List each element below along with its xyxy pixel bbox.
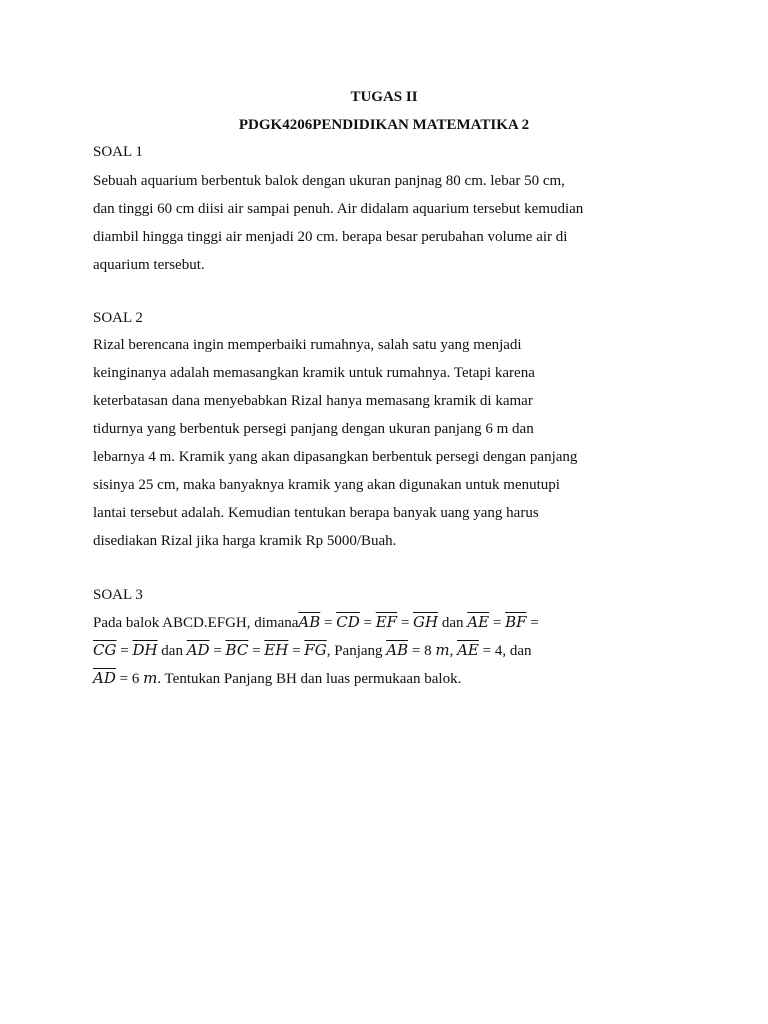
soal2-heading: SOAL 2 [93, 310, 143, 326]
soal2-line: disediakan Rizal jika harga kramik Rp 5000/Buah. [93, 533, 397, 549]
soal3-line-3 [93, 664, 613, 692]
segment-bf: $\overline{BF}$ [505, 613, 527, 631]
soal2-line: Rizal berencana ingin memperbaiki rumahnya, salah satu yang menjadi [93, 337, 522, 353]
equals-sign: = [489, 615, 506, 631]
soal3-line-1 [93, 608, 613, 636]
segment-ae: $\overline{AE}$ [467, 613, 490, 631]
unit-m: m [143, 669, 158, 687]
soal3-prefix: Pada balok ABCD.EFGH, dimana [93, 615, 299, 631]
equals-sign: = [248, 643, 265, 659]
document-title: TUGAS II [350, 89, 418, 105]
soal2-line: lebarnya 4 m. Kramik yang akan dipasangkan berbentuk persegi dengan panjang [93, 449, 578, 465]
equals-sign: = [320, 615, 337, 631]
segment-dh: $\overline{DH}$ [132, 641, 158, 659]
panjang-label: , Panjang [326, 643, 387, 659]
soal2-line: keterbatasan dana menyebabkan Rizal hanya memasang kramik di kamar [93, 393, 533, 409]
soal3-suffix: . Tentukan Panjang BH dan luas permukaan balok. [157, 671, 462, 687]
soal2-text [93, 331, 613, 555]
document-subtitle: PDGK4206PENDIDIKAN MATEMATIKA 2 [238, 117, 530, 133]
equals-sign: = [526, 615, 539, 631]
segment-eh: $\overline{EH}$ [264, 641, 289, 659]
soal2-line: tidurnya yang berbentuk persegi panjang dengan ukuran panjang 6 m dan [93, 421, 534, 437]
segment-fg: $\overline{FG}$ [304, 641, 327, 659]
equals-sign: = [116, 643, 133, 659]
segment-cg: $\overline{CG}$ [93, 641, 117, 659]
soal2-line: lantai tersebut adalah. Kemudian tentukan berapa banyak uang yang harus [93, 505, 539, 521]
soal1-line: dan tinggi 60 cm diisi air sampai penuh. Air didalam aquarium tersebut kemudian [93, 201, 584, 217]
segment-bc: $\overline{BC}$ [225, 641, 249, 659]
soal1-line: Sebuah aquarium berbentuk balok dengan ukuran panjnag 80 cm. lebar 50 cm, [93, 173, 565, 189]
equals-sign: = [288, 643, 305, 659]
soal1-line: aquarium tersebut. [93, 257, 205, 273]
segment-ae: $\overline{AE}$ [457, 641, 479, 659]
equals-sign: = [397, 615, 414, 631]
soal1-heading: SOAL 1 [93, 144, 143, 160]
segment-ab: $\overline{AB}$ [298, 613, 321, 631]
soal3-heading: SOAL 3 [93, 587, 143, 603]
segment-cd: $\overline{CD}$ [336, 613, 360, 631]
soal1-text [93, 167, 613, 279]
soal1-line: diambil hingga tinggi air menjadi 20 cm. berapa besar perubahan volume air di [93, 229, 568, 245]
segment-ef: $\overline{EF}$ [375, 613, 398, 631]
segment-ab: $\overline{AB}$ [386, 641, 409, 659]
segment-ad: $\overline{AD}$ [93, 669, 116, 687]
conjunction: dan [157, 643, 187, 659]
comma: , [449, 643, 458, 659]
equals-sign: = [209, 643, 226, 659]
soal3-text [93, 608, 613, 692]
soal2-line: keinginanya adalah memasangkan kramik untuk rumahnya. Tetapi karena [93, 365, 535, 381]
segment-ad: $\overline{AD}$ [186, 641, 210, 659]
soal3-line-2 [93, 636, 613, 664]
ae-value: = 4, dan [478, 643, 532, 659]
unit-m: m [435, 641, 450, 659]
equals-sign: = [359, 615, 376, 631]
ab-value: = 8 [408, 643, 436, 659]
ad-value: = 6 [115, 671, 144, 687]
segment-gh: $\overline{GH}$ [413, 613, 439, 631]
soal2-line: sisinya 25 cm, maka banyaknya kramik yang akan digunakan untuk menutupi [93, 477, 560, 493]
conjunction: dan [438, 615, 468, 631]
